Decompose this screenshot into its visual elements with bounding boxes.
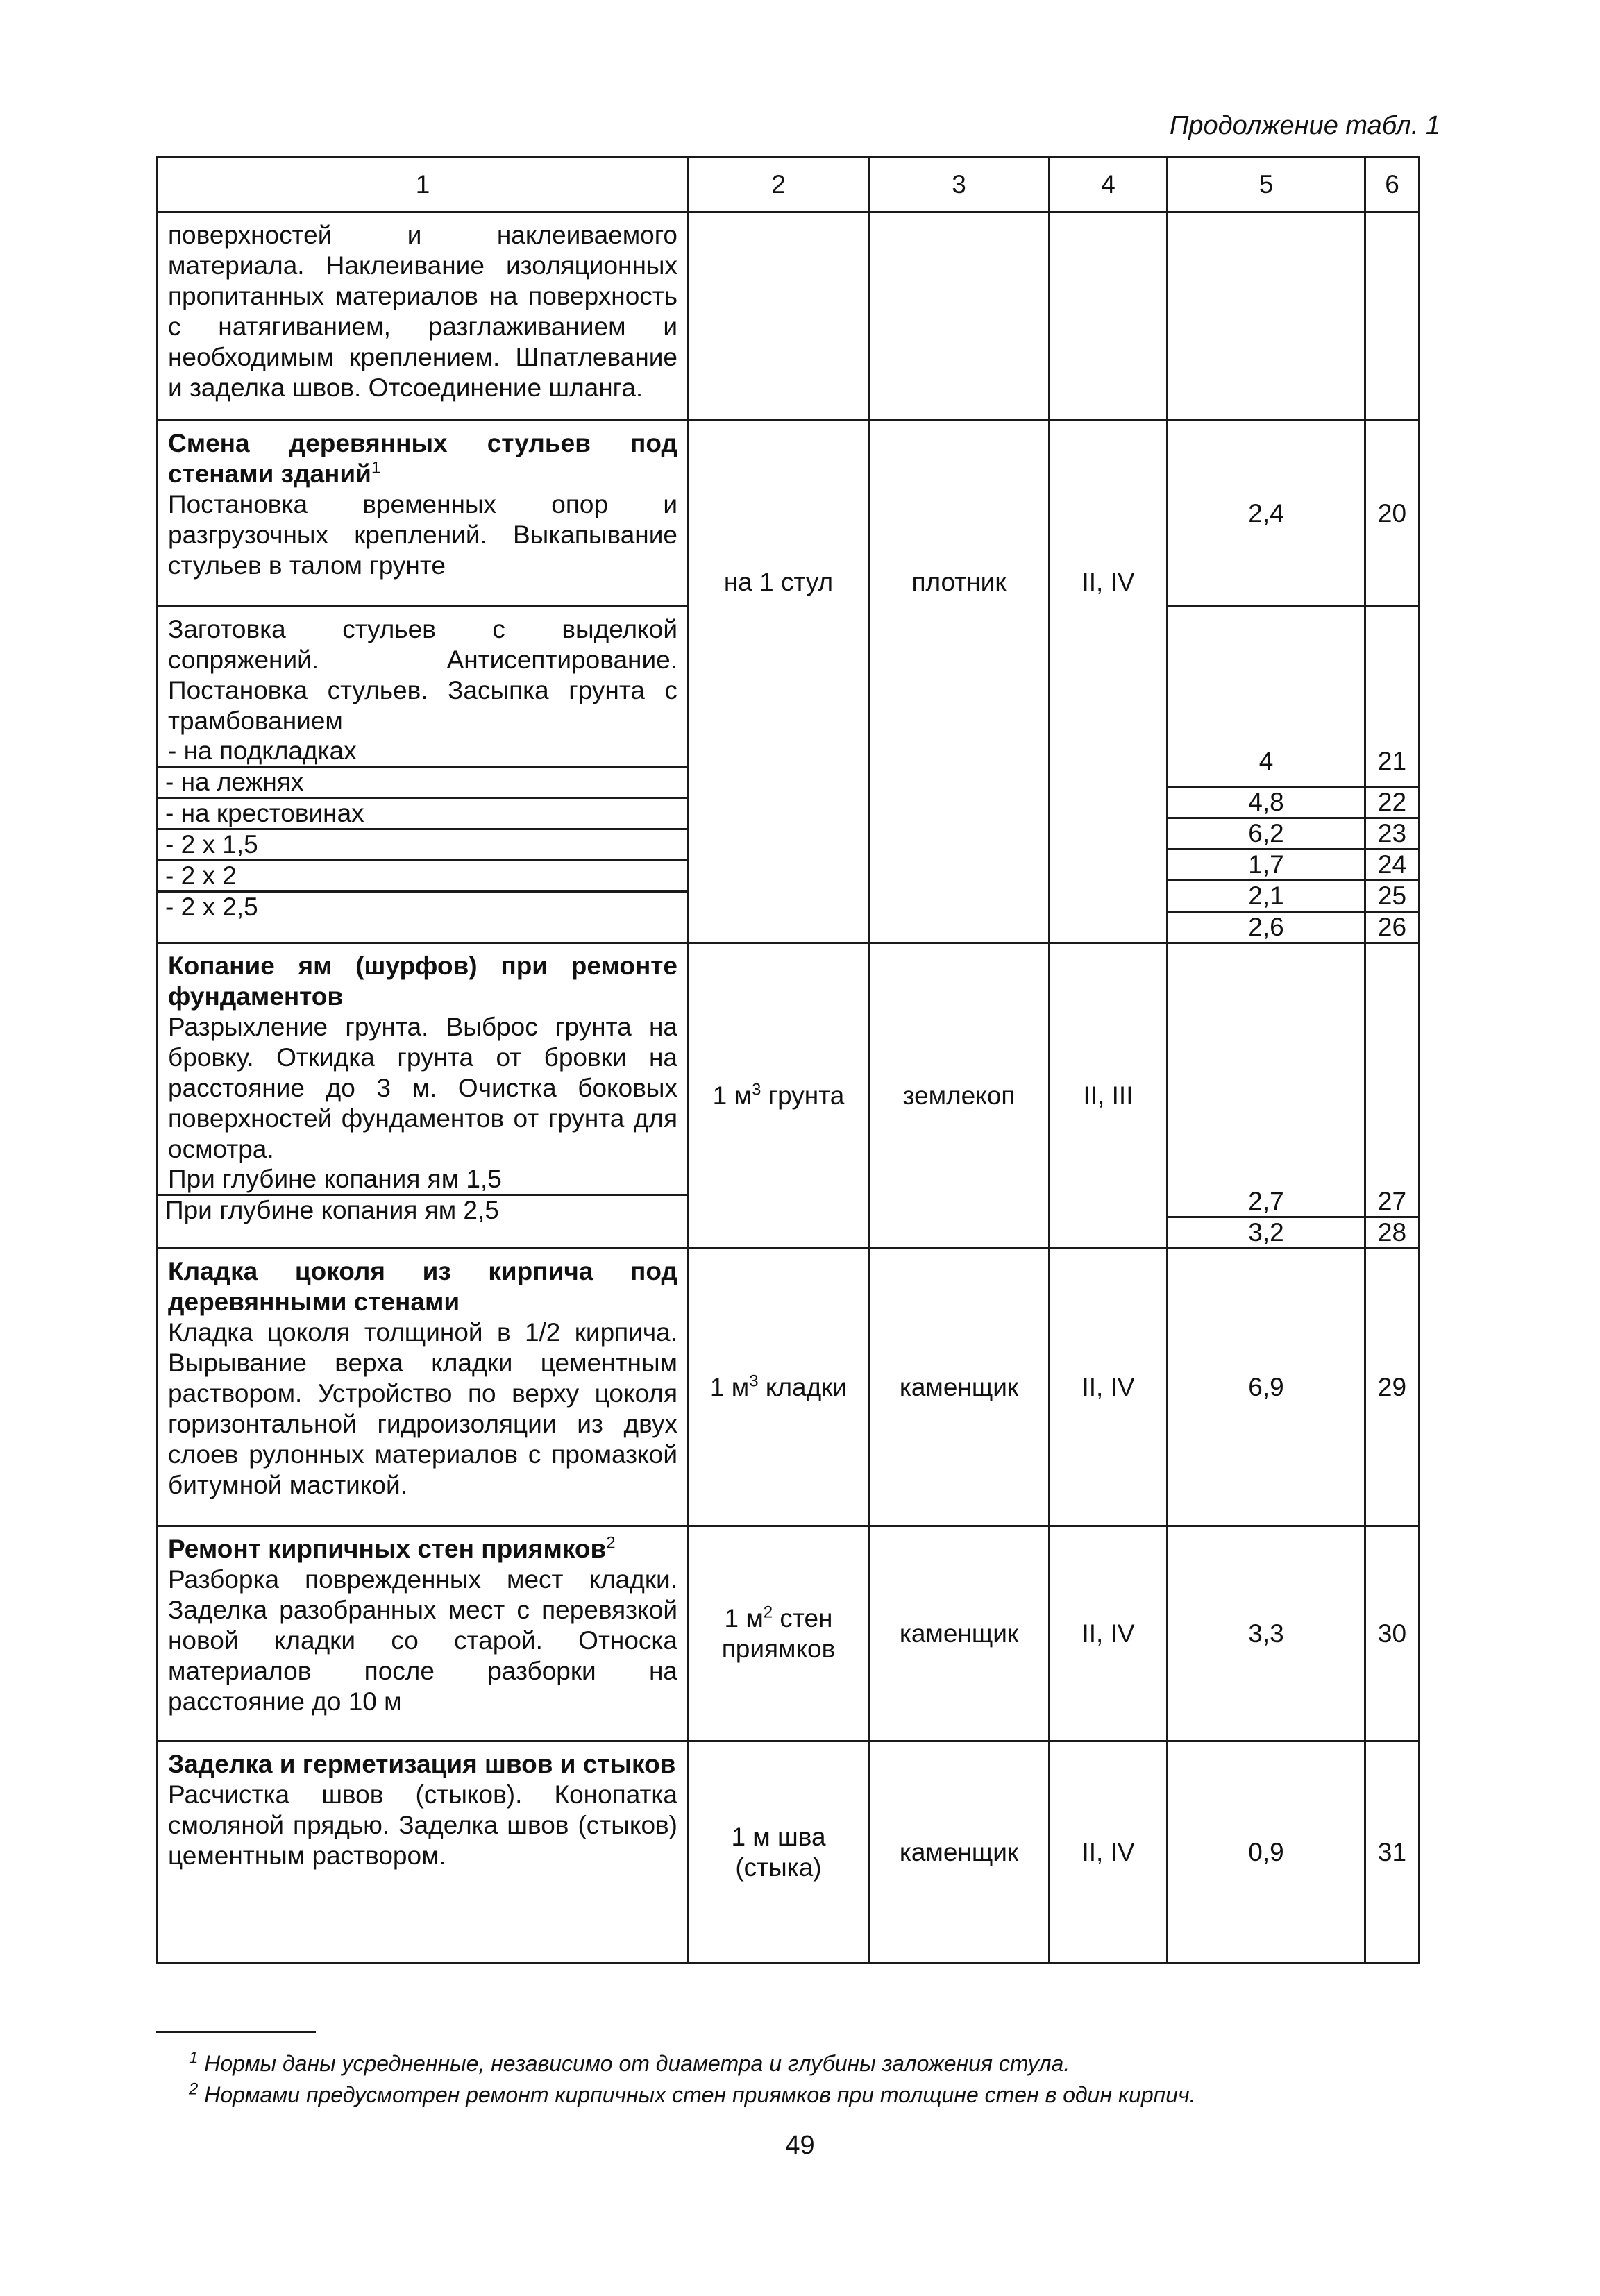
worker-cell: плотник xyxy=(911,568,1007,596)
work-description: Расчистка швов (стыков). Конопатка смоляной прядью. Заделка швов (стыков) цементным раствором. xyxy=(168,1780,677,1870)
number-cell: 23 xyxy=(1366,817,1418,848)
footnote-2: $^2$ Нормами предусмотрен ремонт кирпичных стен приямков при толщине стен в один кирпич. xyxy=(189,2079,1196,2107)
header-col-4: 4 xyxy=(1050,158,1168,212)
table-row xyxy=(158,212,1420,421)
group-cell: II, IV xyxy=(1050,1741,1168,1964)
footnote-ref: 2 xyxy=(606,1533,616,1553)
worker-cell: каменщик xyxy=(869,1526,1050,1741)
sub-item-label: - на подкладках xyxy=(168,736,357,765)
norm-cell: 6,2 xyxy=(1168,817,1364,848)
header-col-5: 5 xyxy=(1168,158,1365,212)
unit-cell: 1 м шва (стыка) xyxy=(689,1741,869,1964)
footnote-ref: 1 xyxy=(371,458,381,478)
table-row xyxy=(158,943,1420,1249)
unit-cell: 1 $м^3$ грунта xyxy=(689,943,869,1249)
work-title: Кладка цоколя из кирпича под деревянными стенами xyxy=(168,1257,677,1316)
sub-item-label: - на крестовинах xyxy=(158,797,687,828)
unit-cell: 1 $м^2$ стен приямков xyxy=(689,1526,869,1741)
number-cell: 31 xyxy=(1365,1741,1420,1964)
group-cell: II, IV xyxy=(1081,568,1135,596)
group-cell: II, III xyxy=(1050,943,1168,1249)
work-title: Ремонт кирпичных стен приямков xyxy=(168,1535,607,1563)
norm-cell: 3,3 xyxy=(1168,1526,1365,1741)
worker-cell: землекоп xyxy=(869,943,1050,1249)
table-row xyxy=(158,1249,1420,1526)
work-title: Смена деревянных стульев под стенами зданий xyxy=(168,429,677,488)
unit-cell: 1 $м^3$ кладки xyxy=(689,1249,869,1526)
norms-table xyxy=(156,156,1420,1964)
unit-cell: на 1 стул xyxy=(723,568,834,596)
footnote-1: $^1$ Нормы даны усредненные, независимо от диаметра и глубины заложения стула. xyxy=(189,2048,1070,2076)
worker-cell: каменщик xyxy=(869,1249,1050,1526)
table-caption: Продолжение табл. 1 xyxy=(1169,111,1440,140)
number-cell: 29 xyxy=(1365,1249,1420,1526)
footnote-divider xyxy=(156,2031,316,2033)
number-cell: 30 xyxy=(1365,1526,1420,1741)
page-number: 49 xyxy=(785,2131,815,2160)
header-col-1: 1 xyxy=(158,158,689,212)
norm-cell: 3,2 xyxy=(1168,1216,1364,1247)
table-header-row xyxy=(158,158,1420,212)
norm-cell: 2,7 xyxy=(1248,1187,1284,1215)
header-col-2: 2 xyxy=(689,158,869,212)
work-title: Заделка и герметизация швов и стыков xyxy=(168,1750,676,1778)
number-cell: 26 xyxy=(1366,911,1418,942)
table-row xyxy=(158,1741,1420,1964)
norm-cell: 4 xyxy=(1258,747,1274,775)
work-description: Кладка цоколя толщиной в 1/2 кирпича. Вырывание верха кладки цементным раствором. Устройство по верху цоколя горизонтальной гидроизоляции из двух слоев рулонных материалов с промазкой битумной мастикой. xyxy=(168,1318,677,1499)
sub-item-label: - 2 х 1,5 xyxy=(158,828,687,859)
norm-cell: 2,1 xyxy=(1168,879,1364,911)
number-cell: 28 xyxy=(1366,1216,1418,1247)
norm-cell: 2,6 xyxy=(1168,911,1364,942)
norm-cell: 6,9 xyxy=(1168,1249,1365,1526)
table-row xyxy=(158,421,1420,607)
table-row xyxy=(158,1526,1420,1741)
group-cell: II, IV xyxy=(1050,1526,1168,1741)
number-cell: 25 xyxy=(1366,879,1418,911)
number-cell: 22 xyxy=(1366,786,1418,817)
number-cell: 21 xyxy=(1377,747,1407,775)
work-description: Разборка поврежденных мест кладки. Заделка разобранных мест с перевязкой новой кладки со старой. Относка материалов после разборки на расстояние до 10 м xyxy=(168,1565,677,1716)
work-description: поверхностей и наклеиваемого материала. Наклеивание изоляционных пропитанных материалов на поверхность с натягиванием, разглаживанием и необходимым креплением. Шпатлевание и заделка швов. Отсоединение шланга. xyxy=(168,221,677,402)
header-col-6: 6 xyxy=(1365,158,1420,212)
sub-item-label: - 2 х 2 xyxy=(158,859,687,890)
norm-cell: 4,8 xyxy=(1168,786,1364,817)
norm-cell: 2,4 xyxy=(1168,421,1365,607)
norm-cell: 0,9 xyxy=(1168,1741,1365,1964)
number-cell: 27 xyxy=(1377,1187,1407,1215)
work-description: Постановка временных опор и разгрузочных креплений. Выкапывание стульев в талом грунте xyxy=(168,490,677,580)
norm-cell: 1,7 xyxy=(1168,848,1364,879)
worker-cell: каменщик xyxy=(869,1741,1050,1964)
sub-item-label: При глубине копания ям 1,5 xyxy=(168,1165,502,1193)
work-title: Копание ям (шурфов) при ремонте фундаментов xyxy=(168,952,677,1011)
header-col-3: 3 xyxy=(869,158,1050,212)
sub-item-label: - на лежнях xyxy=(158,766,687,797)
group-cell: II, IV xyxy=(1050,1249,1168,1526)
sub-item-label: - 2 х 2,5 xyxy=(158,890,687,922)
number-cell: 20 xyxy=(1365,421,1420,607)
work-description: Разрыхление грунта. Выброс грунта на бровку. Откидка грунта от бровки на расстояние до 3 м. Очистка боковых поверхностей фундаментов от грунта для осмотра. xyxy=(168,1013,677,1163)
number-cell: 24 xyxy=(1366,848,1418,879)
work-description: Заготовка стульев с выделкой сопряжений. Антисептирование. Постановка стульев. Засыпка грунта с трамбованием xyxy=(168,615,677,735)
sub-item-label: При глубине копания ям 2,5 xyxy=(158,1194,687,1225)
